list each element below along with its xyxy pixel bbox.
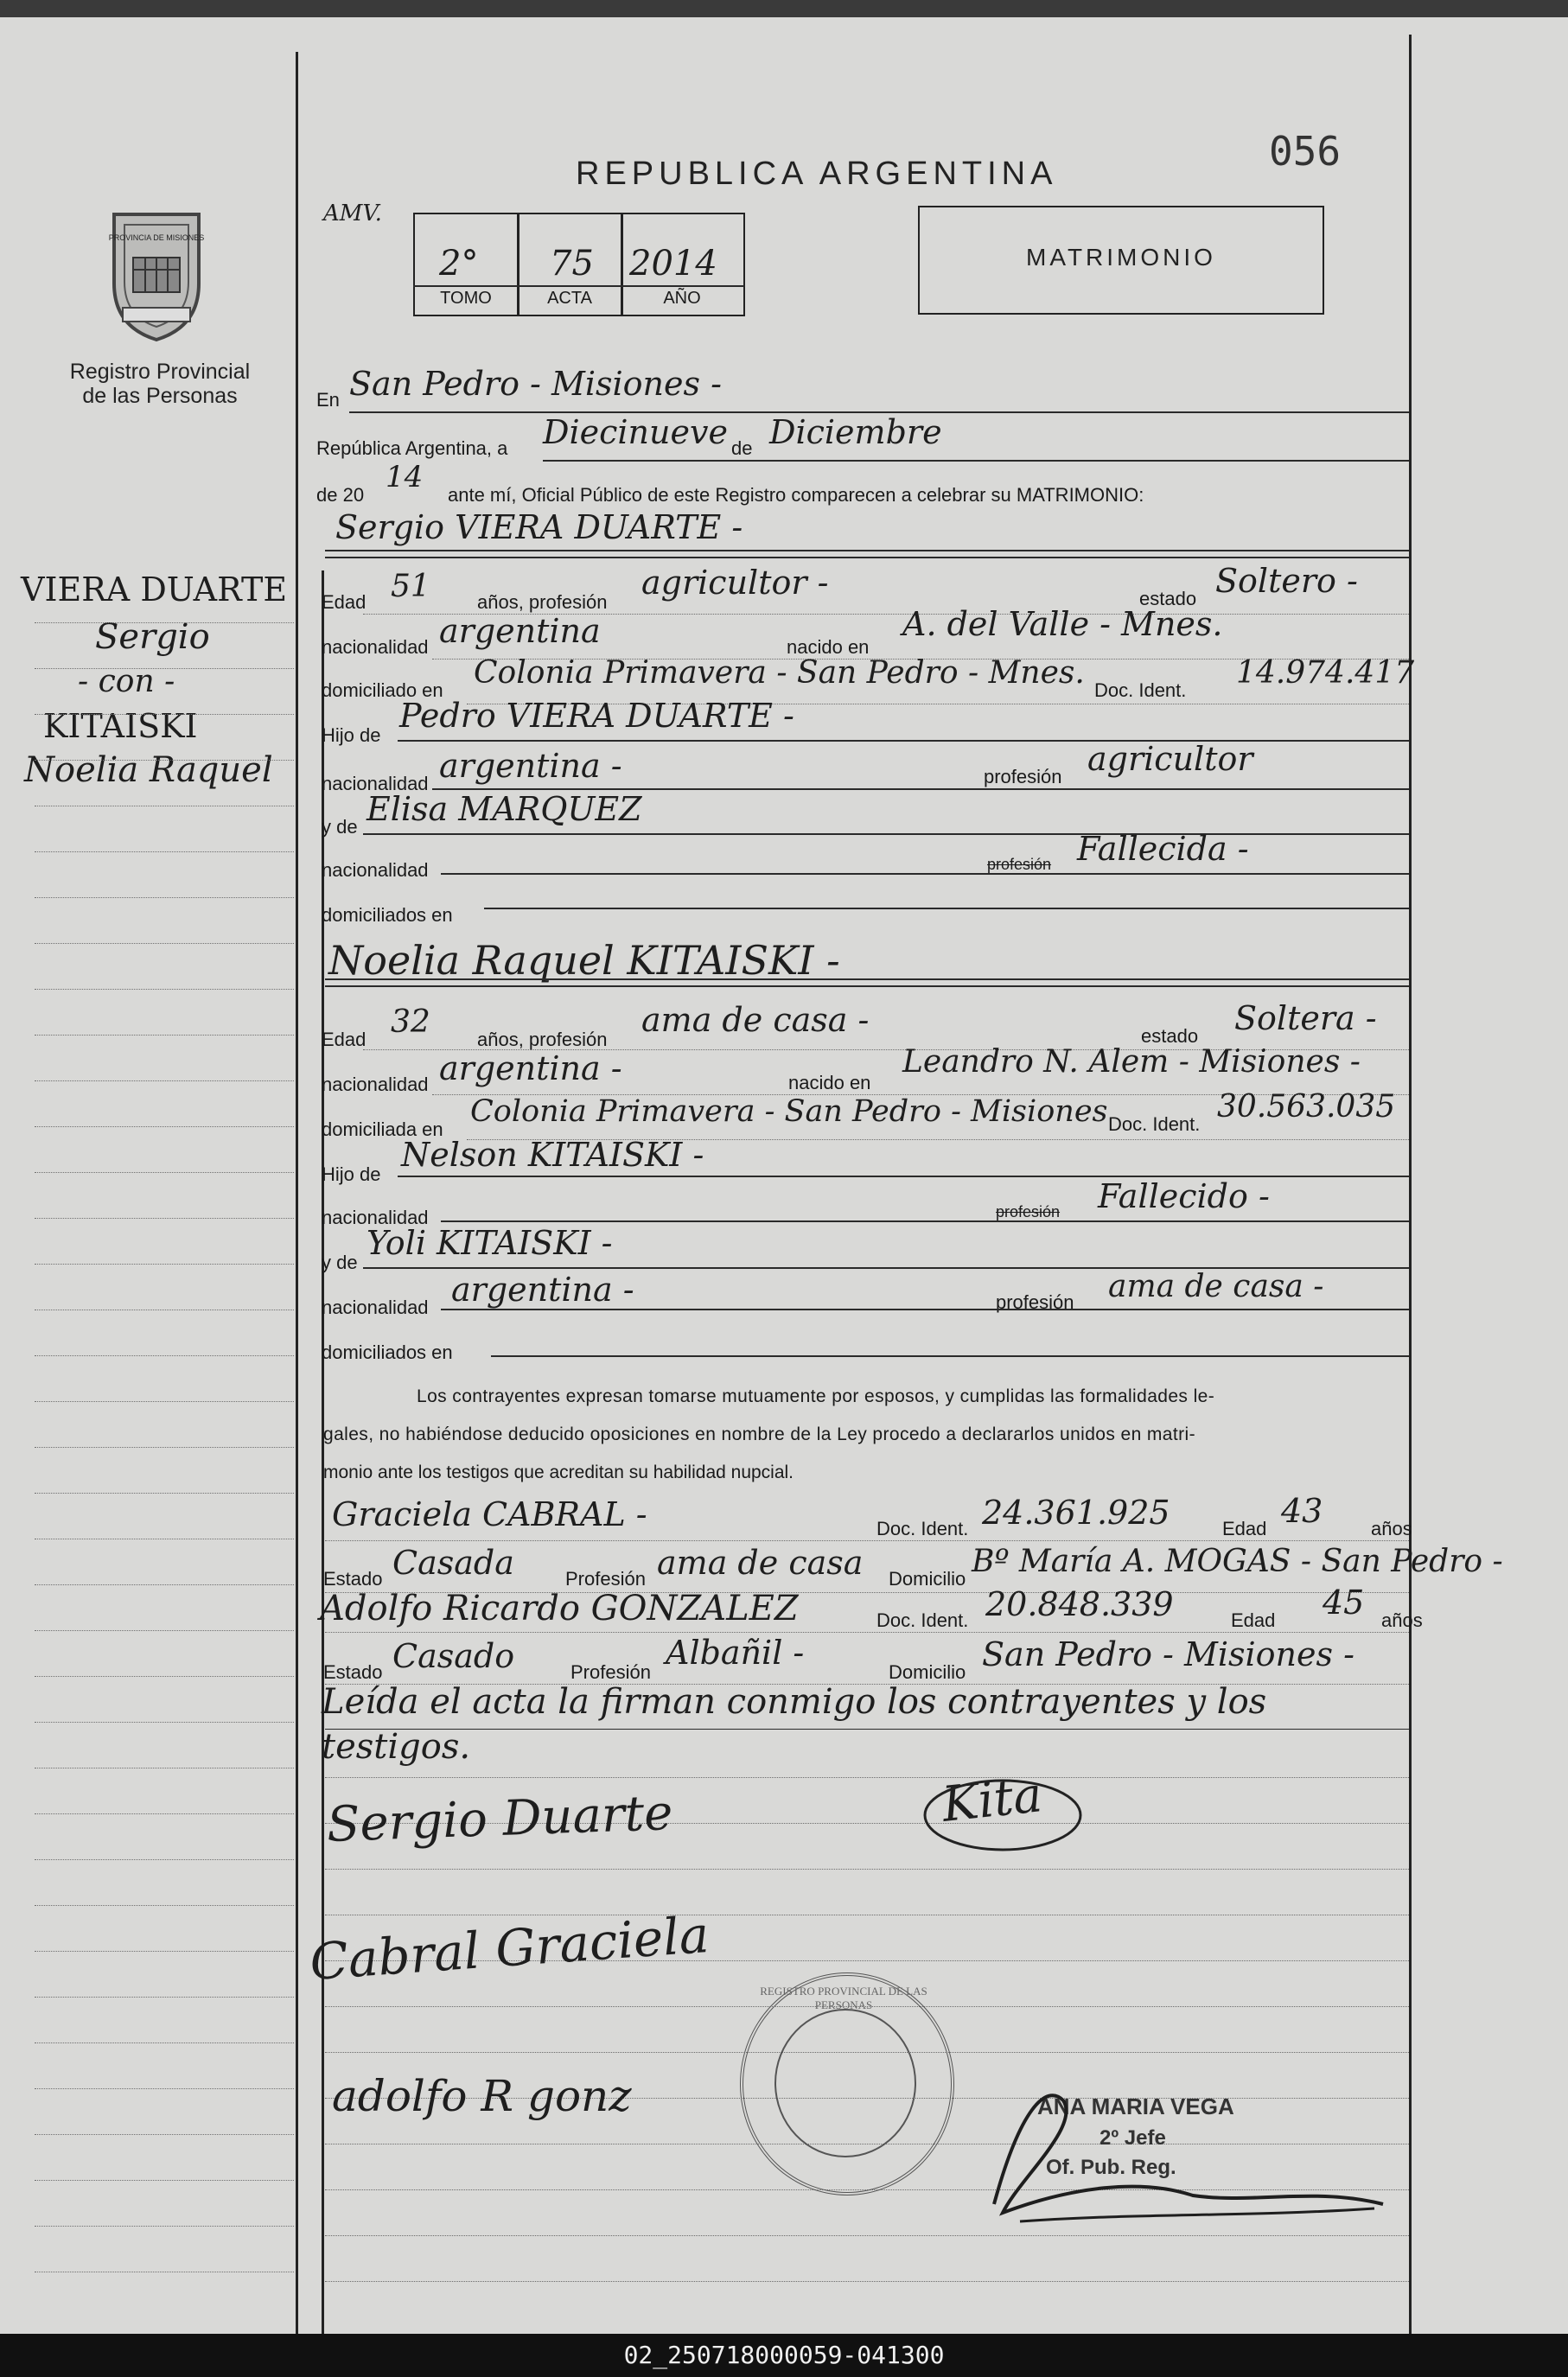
groom-nacionalidad-label: nacionalidad — [322, 636, 429, 658]
margin-ruled-line — [35, 989, 294, 990]
body-ruled-line — [325, 2235, 1409, 2236]
margin-ruled-line — [35, 1859, 294, 1860]
scan-footer-id: 02_250718000059-041300 — [0, 2334, 1568, 2377]
corner-note: AMV. — [323, 201, 382, 226]
margin-ruled-line — [35, 2180, 294, 2181]
groom-mother-prof: Fallecida - — [1077, 830, 1249, 868]
body-border-right — [1409, 35, 1412, 2334]
body-ruled-line — [325, 1777, 1409, 1778]
witness1-profesion-label: Profesión — [565, 1568, 646, 1590]
official-stamp-role: 2º Jefe — [1100, 2126, 1166, 2150]
body-ruled-line — [325, 1869, 1409, 1870]
country-title: REPUBLICA ARGENTINA — [576, 156, 1058, 192]
groom-mother-prof-label: profesión — [987, 856, 1052, 873]
bride-estado: Soltera - — [1234, 999, 1377, 1037]
witness2-domicilio: San Pedro - Misiones - — [982, 1635, 1354, 1673]
margin-ruled-line — [35, 1355, 294, 1356]
margin-ruled-line — [35, 1080, 294, 1081]
margin-note-line5: Noelia Raquel — [24, 750, 273, 790]
witness2-name: Adolfo Ricardo GONZALEZ — [320, 1589, 799, 1628]
bride-edad: 32 — [391, 1004, 430, 1040]
groom-estado: Soltero - — [1215, 562, 1358, 600]
signature-witness2: adolfo R gonz — [332, 2071, 632, 2121]
place: San Pedro - Misiones - — [349, 365, 722, 403]
margin-note-line1: VIERA DUARTE — [21, 570, 288, 609]
bride-father-nac-label: nacionalidad — [322, 1207, 429, 1228]
groom-nacionalidad: argentina — [439, 612, 601, 650]
anio-label: AÑO — [663, 289, 701, 308]
bride-doc-label: Doc. Ident. — [1108, 1113, 1201, 1135]
margin-ruled-line — [35, 1630, 294, 1631]
document-page — [0, 17, 1568, 2334]
witness1-domicilio-label: Domicilio — [889, 1568, 966, 1590]
margin-ruled-line — [35, 1813, 294, 1814]
month: Diciembre — [769, 413, 942, 451]
bride-estado-label: estado — [1141, 1025, 1199, 1047]
groom-anos-profesion-label: años, profesión — [477, 591, 608, 613]
bride-nacido-label: nacido en — [788, 1072, 871, 1093]
groom-nacido: A. del Valle - Mnes. — [902, 605, 1223, 643]
margin-ruled-line — [35, 897, 294, 898]
witness1-domicilio: Bº María A. MOGAS - San Pedro - — [972, 1544, 1503, 1579]
groom-father-nac-label: nacionalidad — [322, 773, 429, 794]
witness2-estado-label: Estado — [323, 1661, 383, 1683]
signature-bride: Kita — [939, 1767, 1045, 1833]
bride-mother-prof: ama de casa - — [1108, 1269, 1324, 1304]
bride-father-prof-label: profesión — [996, 1203, 1061, 1220]
witness2-edad-label: Edad — [1231, 1609, 1276, 1631]
en-label: En — [316, 389, 340, 411]
official-signature-scribble — [968, 2074, 1400, 2230]
registry-name-line1: Registro Provincial — [69, 360, 251, 384]
bride-name: Noelia Raquel KITAISKI - — [328, 937, 840, 984]
witness1-doc-label: Doc. Ident. — [876, 1518, 969, 1539]
act-type: MATRIMONIO — [1026, 244, 1216, 271]
groom-doc-label: Doc. Ident. — [1094, 679, 1187, 701]
official-stamp-name: ANA MARIA VEGA — [1037, 2093, 1234, 2119]
margin-ruled-line — [35, 1401, 294, 1402]
declaration-line3: monio ante los testigos que acreditan su habilidad nupcial. — [323, 1463, 794, 1482]
margin-ruled-line — [35, 2088, 294, 2089]
signature-witness1: Cabral Graciela — [308, 1904, 711, 1992]
witness1-doc: 24.361.925 — [982, 1494, 1170, 1532]
margin-note-line2: Sergio — [95, 617, 210, 657]
witness1-estado: Casada — [392, 1544, 514, 1582]
groom-father: Pedro VIERA DUARTE - — [399, 697, 794, 735]
anio-value: 2014 — [629, 244, 717, 284]
groom-yde-label: y de — [322, 816, 358, 838]
bride-doc: 30.563.035 — [1217, 1089, 1396, 1125]
de-label: de — [731, 437, 753, 459]
registry-name-line2: de las Personas — [82, 384, 238, 408]
bride-anos-profesion-label: años, profesión — [477, 1029, 608, 1050]
witness2-profesion-label: Profesión — [570, 1661, 651, 1683]
margin-ruled-line — [35, 1447, 294, 1448]
bride-domiciliados-label: domiciliados en — [322, 1341, 453, 1363]
margin-ruled-line — [35, 1035, 294, 1036]
groom-father-nac: argentina - — [439, 747, 622, 785]
witness2-doc: 20.848.339 — [985, 1585, 1174, 1623]
bride-mother-nac: argentina - — [451, 1271, 634, 1309]
tomo-label: TOMO — [440, 289, 492, 308]
province-seal-icon — [102, 206, 211, 344]
margin-ruled-line — [35, 1722, 294, 1723]
groom-profesion: agricultor - — [641, 564, 829, 602]
bride-father-prof: Fallecido - — [1098, 1177, 1270, 1215]
bride-yde-label: y de — [322, 1252, 358, 1273]
margin-ruled-line — [35, 760, 294, 761]
groom-edad: 51 — [391, 569, 430, 604]
witness2-profesion: Albañil - — [666, 1634, 805, 1672]
bride-edad-label: Edad — [322, 1029, 367, 1050]
acta-label: ACTA — [547, 289, 592, 308]
margin-ruled-line — [35, 668, 294, 669]
witness1-edad: 43 — [1281, 1492, 1323, 1530]
witness2-domicilio-label: Domicilio — [889, 1661, 966, 1683]
margin-ruled-line — [35, 2134, 294, 2135]
bride-father: Nelson KITAISKI - — [401, 1136, 704, 1174]
groom-edad-label: Edad — [322, 591, 367, 613]
bride-nacido: Leandro N. Alem - Misiones - — [902, 1044, 1361, 1080]
margin-ruled-line — [35, 1676, 294, 1677]
margin-ruled-line — [35, 1951, 294, 1952]
closing-line1: Leída el acta la firman conmigo los contrayentes y los — [322, 1682, 1267, 1722]
signature-groom: Sergio Duarte — [325, 1785, 674, 1853]
witness1-name: Graciela CABRAL - — [332, 1495, 647, 1533]
margin-ruled-line — [35, 1218, 294, 1219]
signature-bride-loop — [916, 1765, 1106, 1860]
closing-line2: testigos. — [322, 1727, 471, 1767]
witness1-estado-label: Estado — [323, 1568, 383, 1590]
margin-ruled-line — [35, 1905, 294, 1906]
tomo-value: 2° — [439, 244, 479, 284]
bride-mother: Yoli KITAISKI - — [367, 1224, 613, 1262]
acta-value: 75 — [550, 244, 594, 284]
year-suffix: 14 — [386, 460, 424, 494]
margin-ruled-line — [35, 2226, 294, 2227]
bride-domiciliada-label: domiciliada en — [322, 1118, 443, 1140]
intro-statement: ante mí, Oficial Público de este Registro comparecen a celebrar su MATRIMONIO: — [448, 484, 1144, 506]
bride-profesion: ama de casa - — [641, 1001, 870, 1039]
republica-label: República Argentina, a — [316, 437, 508, 459]
bride-nacionalidad: argentina - — [439, 1049, 622, 1087]
margin-ruled-line — [35, 1997, 294, 1998]
bride-nacionalidad-label: nacionalidad — [322, 1074, 429, 1095]
bride-domicilio: Colonia Primavera - San Pedro - Misiones — [470, 1094, 1108, 1129]
bride-hijo-label: Hijo de — [322, 1163, 381, 1185]
groom-domicilio: Colonia Primavera - San Pedro - Mnes. — [474, 655, 1085, 691]
margin-note-line4: KITAISKI — [43, 707, 198, 745]
groom-doc: 14.974.417 — [1236, 655, 1415, 691]
margin-ruled-line — [35, 1493, 294, 1494]
margin-ruled-line — [35, 851, 294, 852]
margin-ruled-line — [35, 2042, 294, 2043]
margin-ruled-line — [35, 943, 294, 944]
groom-father-prof: agricultor — [1087, 740, 1253, 778]
round-stamp-text: REGISTRO PROVINCIAL DE LAS PERSONAS — [760, 1985, 927, 2011]
groom-father-prof-label: profesión — [984, 766, 1062, 787]
margin-ruled-line — [35, 714, 294, 715]
body-ruled-line — [325, 2281, 1409, 2282]
year-prefix: de 20 — [316, 484, 365, 506]
margin-ruled-line — [35, 1172, 294, 1173]
page-number: 056 — [1269, 128, 1342, 175]
official-stamp-office: Of. Pub. Reg. — [1046, 2156, 1176, 2179]
margin-ruled-line — [35, 1126, 294, 1127]
groom-domiciliados-label: domiciliados en — [322, 904, 453, 926]
witness2-anos-label: años — [1381, 1609, 1423, 1631]
witness2-doc-label: Doc. Ident. — [876, 1609, 969, 1631]
groom-hijo-label: Hijo de — [322, 724, 381, 746]
witness1-anos-label: años — [1371, 1518, 1412, 1539]
groom-mother-nac-label: nacionalidad — [322, 859, 429, 881]
groom-nacido-label: nacido en — [787, 636, 870, 658]
margin-note-line3: - con - — [78, 664, 175, 699]
groom-mother: Elisa MARQUEZ — [367, 790, 642, 828]
margin-ruled-line — [35, 622, 294, 623]
groom-domiciliado-label: domiciliado en — [322, 679, 443, 701]
seal-text: PROVINCIA DE MISIONES — [108, 233, 205, 242]
bride-mother-nac-label: nacionalidad — [322, 1297, 429, 1318]
witness1-profesion: ama de casa — [657, 1544, 864, 1582]
day: Diecinueve — [543, 413, 728, 451]
bride-mother-prof-label: profesión — [996, 1291, 1074, 1313]
declaration-line2: gales, no habiéndose deducido oposiciones en nombre de la Ley procedo a declararlos unidos en matri- — [323, 1424, 1195, 1444]
margin-ruled-line — [35, 1584, 294, 1585]
margin-border-left — [296, 52, 298, 2334]
witness1-edad-label: Edad — [1222, 1518, 1267, 1539]
groom-estado-label: estado — [1139, 588, 1197, 609]
declaration-line1: Los contrayentes expresan tomarse mutuamente por esposos, y cumplidas las formalidades le- — [417, 1386, 1215, 1406]
groom-name: Sergio VIERA DUARTE - — [335, 508, 743, 546]
margin-ruled-line — [35, 1264, 294, 1265]
witness2-estado: Casado — [392, 1637, 515, 1675]
witness2-edad: 45 — [1323, 1584, 1365, 1622]
